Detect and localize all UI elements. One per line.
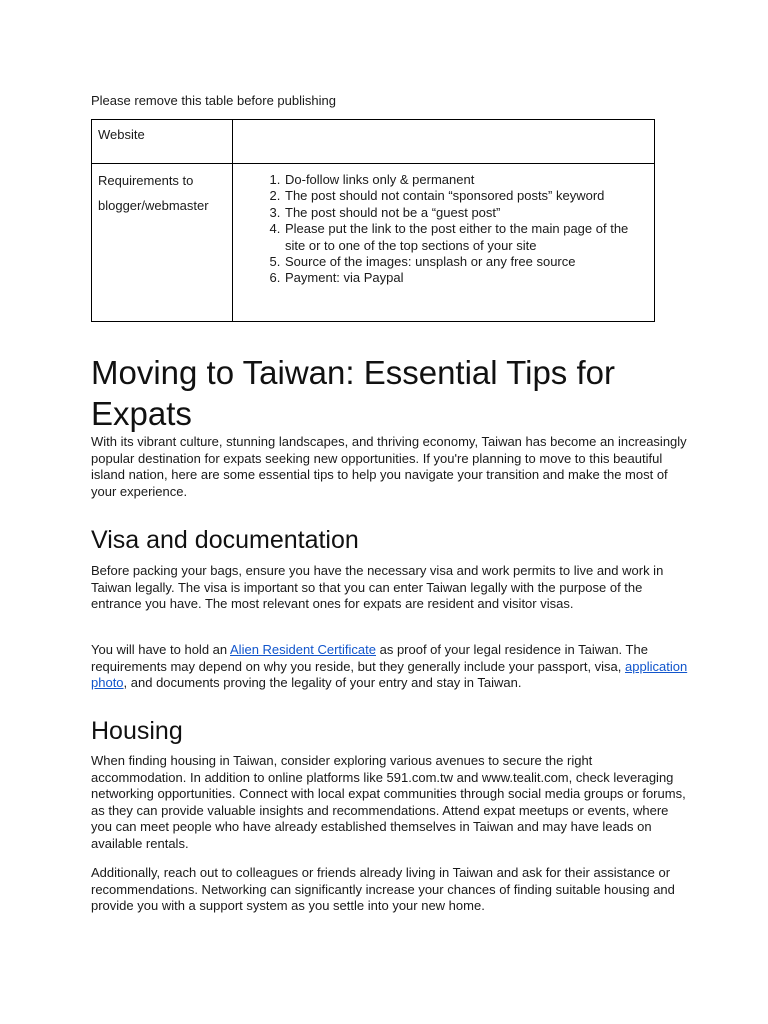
section-heading-visa: Visa and documentation <box>91 526 359 554</box>
requirements-label-line-2: blogger/webmaster <box>98 198 209 213</box>
visa-paragraph-2-text: as proof of your legal residence in Taiwan. The requirements may depend on why you reside, but they generally include your passport, visa, <box>91 642 648 674</box>
list-item: 4. Please put the link to the post either to the main page of the site or to one of the top sections of your site <box>284 221 648 254</box>
list-item: 2. The post should not contain “sponsored posts” keyword <box>284 188 648 204</box>
alien-resident-certificate-link[interactable]: Alien Resident Certificate <box>230 642 376 657</box>
visa-paragraph-2 <box>91 642 691 692</box>
table-row <box>92 120 655 164</box>
requirements-label-line-1: Requirements to <box>98 173 194 188</box>
application-photo-link[interactable]: application photo <box>91 658 688 690</box>
publishing-notice: Please remove this table before publishing <box>91 93 336 108</box>
housing-paragraph-1: When finding housing in Taiwan, consider exploring various avenues to secure the right accommodation. In addition to online platforms like 591.com.tw and www.tealit.com, check leveraging networking opportunities. Connect with local expat communities through social media groups or forums, as they can provide valuable insights and recommendations. Attend expat meetups or events, where you can meet people who have already established themselves in Taiwan and may have leads on available rentals. <box>91 753 686 851</box>
list-item: 6. Payment: via Paypal <box>284 270 648 286</box>
website-value <box>233 120 654 134</box>
list-item: 3. The post should not be a “guest post” <box>284 205 648 221</box>
visa-paragraph-1: Before packing your bags, ensure you have the necessary visa and work permits to live and work in Taiwan legally. The visa is important so that you can enter Taiwan legally with the purpose of the entrance you have. The most relevant ones for expats are resident and visitor visas. <box>91 563 664 611</box>
table-cell-label <box>92 120 233 164</box>
section-heading-housing: Housing <box>91 717 183 745</box>
visa-paragraph-2-text: You will have to hold an <box>91 642 231 657</box>
table-cell-value <box>233 164 655 322</box>
requirements-table <box>91 119 655 322</box>
requirements-label <box>92 164 232 218</box>
website-label: Website <box>98 127 145 142</box>
requirements-list <box>233 172 648 287</box>
table-cell-label <box>92 164 233 322</box>
list-item: 5. Source of the images: unsplash or any free source <box>284 254 648 270</box>
article-title: Moving to Taiwan: Essential Tips for Expats <box>91 354 615 432</box>
table-cell-value <box>233 120 655 164</box>
visa-paragraph-2-text: , and documents proving the legality of your entry and stay in Taiwan. <box>123 675 522 690</box>
list-item: 1. Do-follow links only & permanent <box>284 172 648 188</box>
intro-paragraph: With its vibrant culture, stunning landscapes, and thriving economy, Taiwan has become an increasingly popular destination for expats seeking new opportunities. If you're planning to move to this beautiful island nation, here are some essential tips to help you navigate your transition and make the most of your experience. <box>91 434 687 499</box>
table-row <box>92 164 655 322</box>
housing-paragraph-2: Additionally, reach out to colleagues or friends already living in Taiwan and ask for their assistance or recommendations. Networking can significantly increase your chances of finding suitable housing and provide you with a support system as you settle into your new home. <box>91 865 675 913</box>
